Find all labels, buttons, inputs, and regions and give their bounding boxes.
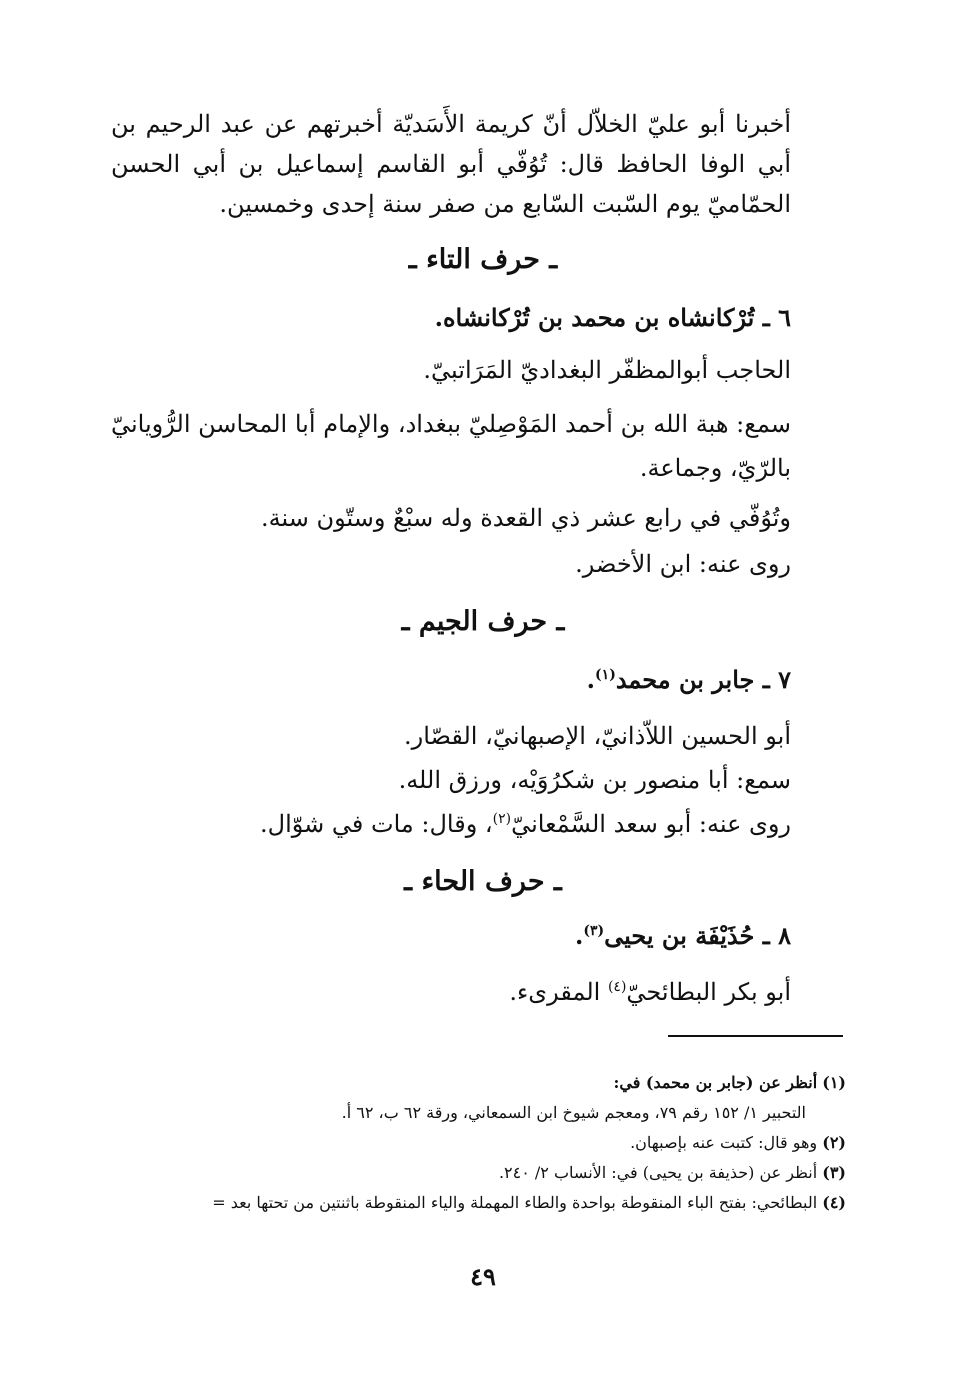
entry-7-title-end: .: [586, 665, 596, 694]
footnote-2-text: وهو قال: كتبت عنه بإصبهان.: [630, 1133, 818, 1152]
footnote-1-text: أنظر عن (جابر بن محمد) في:: [613, 1073, 818, 1092]
entry-8-nisba-rest: المقرىء.: [509, 978, 608, 1006]
entry-7-heard: سمع: أبا منصور بن شكرُوَيْه، ورزق الله.: [398, 766, 791, 794]
entry-7-narrators-text: روى عنه: أبو سعد السَّمْعانيّ: [511, 810, 791, 838]
footnote-ref-3: (٣): [583, 923, 605, 939]
entry-6-title: ٦ ـ تُرْكانشاه بن محمد بن تُرْكانشاه.: [434, 303, 791, 332]
footnote-1-number: (١): [822, 1073, 846, 1092]
entry-7-nisba: أبو الحسين اللاّذانيّ، الإصبهانيّ، القصّار.: [404, 722, 791, 750]
entry-7-narrators-rest: ، وقال: مات في شوّال.: [260, 810, 493, 838]
footnote-3-number: (٣): [822, 1163, 846, 1182]
footnote-2: [630, 1130, 846, 1156]
footnote-3-text: أنظر عن (حذيفة بن يحيى) في: الأنساب ٢/ ٢٤٠.: [498, 1163, 818, 1182]
entry-7-title: [587, 662, 791, 698]
entry-7-narrators: [260, 806, 791, 842]
entry-6-heard: سمع: هبة الله بن أحمد المَوْصِليّ ببغداد، والإمام أبا المحاسن الرُّويانيّ بالرّيّ، وجماعة.: [111, 410, 791, 482]
footnote-separator: [668, 1035, 843, 1037]
entry-7-title-text: ٧ ـ جابر بن محمد: [615, 665, 791, 694]
footnote-ref-4: (٤): [607, 979, 627, 995]
footnote-ref-1: (١): [595, 667, 616, 683]
entry-8-nisba-text: أبو بكر البطائحيّ: [626, 978, 791, 1006]
entry-8-title-text: ٨ ـ حُذَيْفَة بن يحيى: [604, 921, 791, 950]
footnote-1-continuation: التحبير ١/ ١٥٢ رقم ٧٩، ومعجم شيوخ ابن السمعاني، ورقة ٦٢ ب، ٦٢ أ.: [341, 1103, 806, 1122]
entry-6-nisba: الحاجب أبوالمظفّر البغداديّ المَرَاتبيّ.: [423, 356, 791, 384]
footnote-ref-2: (٢): [492, 811, 512, 827]
footnote-4-number: (٤): [822, 1193, 846, 1212]
entry-6-narrators: روى عنه: ابن الأخضر.: [575, 550, 791, 578]
entry-8-title: [575, 918, 791, 954]
heading-taa: ـ حرف التاء ـ: [408, 244, 558, 275]
heading-haa: ـ حرف الحاء ـ: [404, 866, 562, 897]
footnote-4-text: البطائحي: بفتح الباء المنقوطة بواحدة والطاء المهملة والياء المنقوطة باثنتين من تحتها بعد =: [212, 1193, 818, 1212]
intro-paragraph: أخبرنا أبو عليّ الخلاّل أنّ كريمة الأَسَديّة أخبرتهم عن عبد الرحيم بن أبي الوفا الحافظ قال: تُوُفّي أبو القاسم إسماعيل بن أبي الحسن الحمّاميّ يوم السّبت السّابع من صفر سنة إحدى وخمسين.: [111, 110, 792, 218]
footnote-4: [212, 1190, 846, 1216]
entry-8-title-end: .: [575, 921, 584, 950]
footnote-3: [499, 1160, 846, 1186]
footnote-2-number: (٢): [822, 1133, 846, 1152]
entry-8-nisba: [509, 974, 791, 1010]
entry-6-death: وتُوُفّي في رابع عشر ذي القعدة وله سبْعٌ وستّون سنة.: [260, 504, 791, 532]
footnote-1: [613, 1070, 846, 1096]
page-number: ٤٩: [470, 1262, 496, 1291]
heading-jeem: ـ حرف الجيم ـ: [401, 606, 565, 637]
